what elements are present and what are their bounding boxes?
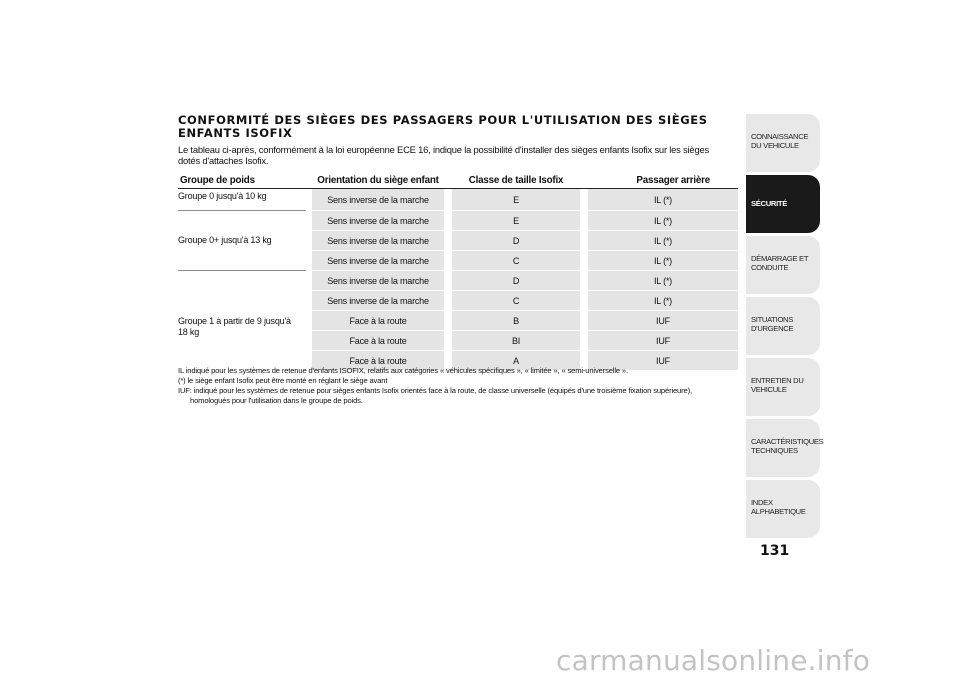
chapter-tabs xyxy=(746,114,824,541)
tab-index-alphabetique[interactable]: INDEX ALPHABETIQUE xyxy=(746,480,820,538)
rear-passenger-cell: IUF xyxy=(588,351,738,371)
footnote-il: IL indiqué pour les systèmes de retenue d'enfants ISOFIX, relatifs aux catégories « véhicules spécifiques », « limitée », « semi-universelle ». xyxy=(178,366,628,375)
rear-passenger-cell: IUF xyxy=(588,311,738,331)
rear-passenger-cell: IL (*) xyxy=(588,291,738,311)
table-footnotes xyxy=(178,366,738,406)
footnote-iuf-continued: homologués pour l'utilisation dans le groupe de poids. xyxy=(190,396,363,405)
intro-paragraph: Le tableau ci-après, conformément à la loi européenne ECE 16, indique la possibilité d'installer des sièges enfants Isofix sur les sièges dotés d'attaches Isofix. xyxy=(178,144,709,166)
orientation-cell: Sens inverse de la marche xyxy=(312,251,444,271)
tab-entretien-du-vehicule[interactable]: ENTRETIEN DU VEHICULE xyxy=(746,358,820,416)
orientation-cell: Sens inverse de la marche xyxy=(312,231,444,251)
rear-passenger-cell: IL (*) xyxy=(588,231,738,251)
table-row xyxy=(178,189,738,211)
isofix-table xyxy=(178,172,738,371)
size-class-cell: C xyxy=(452,291,580,311)
rear-passenger-cell: IUF xyxy=(588,331,738,351)
size-class-cell: B xyxy=(452,311,580,331)
orientation-cell: Sens inverse de la marche xyxy=(312,271,444,291)
orientation-cell: Sens inverse de la marche xyxy=(312,291,444,311)
rear-passenger-cell: IL (*) xyxy=(588,189,738,211)
size-class-cell: A xyxy=(452,351,580,371)
size-class-cell: C xyxy=(452,251,580,271)
table-row xyxy=(178,211,738,231)
size-class-cell: D xyxy=(452,271,580,291)
tab-caracteristiques-techniques[interactable]: CARACTÉRISTIQUES TECHNIQUES xyxy=(746,419,820,477)
rear-passenger-cell: IL (*) xyxy=(588,251,738,271)
table-row xyxy=(178,271,738,291)
tab-situations-d-urgence[interactable]: SITUATIONS D'URGENCE xyxy=(746,297,820,355)
tab-connaissance-du-vehicule[interactable]: CONNAISSANCE DU VEHICULE xyxy=(746,114,820,172)
size-class-cell: E xyxy=(452,211,580,231)
tab-securite[interactable]: SÉCURITÉ xyxy=(746,175,820,233)
weight-group-label: Groupe 1 à partir de 9 jusqu'à 18 kg xyxy=(178,316,291,337)
section-heading: CONFORMITÉ DES SIÈGES DES PASSAGERS POUR L'UTILISATION DES SIÈGES ENFANTS ISOFIX xyxy=(178,113,708,140)
orientation-cell: Sens inverse de la marche xyxy=(312,211,444,231)
footnote-asterisk: (*) le siège enfant Isofix peut être monté en réglant le siège avant xyxy=(178,376,388,385)
orientation-cell: Face à la route xyxy=(312,351,444,371)
header-rear-passenger: Passager arrière xyxy=(588,172,738,189)
weight-group-label: Groupe 0 jusqu'à 10 kg xyxy=(178,189,306,211)
tab-demarrage-et-conduite[interactable]: DÉMARRAGE ET CONDUITE xyxy=(746,236,820,294)
size-class-cell: E xyxy=(452,189,580,211)
weight-group-label: Groupe 0+ jusqu'à 13 kg xyxy=(178,211,306,271)
orientation-cell: Face à la route xyxy=(312,331,444,351)
watermark: carmanualsonline.info xyxy=(556,644,871,677)
header-weight-group: Groupe de poids xyxy=(178,172,306,189)
orientation-cell: Face à la route xyxy=(312,311,444,331)
page-number: 131 xyxy=(760,543,790,559)
size-class-cell: BI xyxy=(452,331,580,351)
orientation-cell: Sens inverse de la marche xyxy=(312,189,444,211)
size-class-cell: D xyxy=(452,231,580,251)
header-size-class: Classe de taille Isofix xyxy=(452,172,580,189)
rear-passenger-cell: IL (*) xyxy=(588,271,738,291)
rear-passenger-cell: IL (*) xyxy=(588,211,738,231)
header-orientation: Orientation du siège enfant xyxy=(312,172,444,189)
footnote-iuf: IUF: indiqué pour les systèmes de retenue pour sièges enfants Isofix orientés face à la route, de classe universelle (équipés d'une troisième fixation supérieure), xyxy=(178,386,692,395)
table-header-row xyxy=(178,172,738,189)
